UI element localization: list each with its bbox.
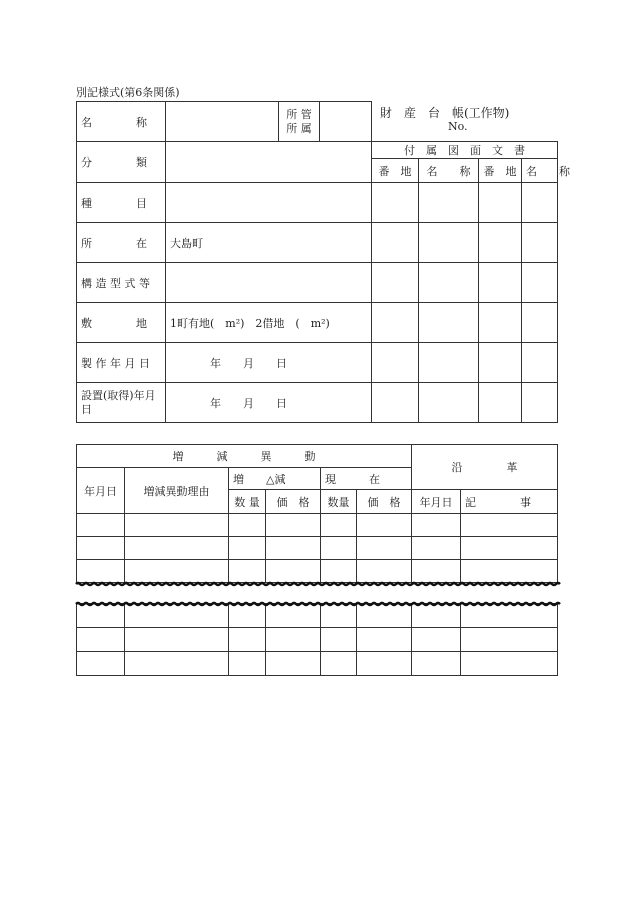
table-cell[interactable]	[461, 604, 558, 628]
structure-label: 構 造 型 式 等	[77, 263, 166, 303]
table-cell[interactable]	[461, 560, 558, 583]
col-price-1: 価 格	[266, 490, 321, 514]
table-cell[interactable]	[77, 514, 125, 537]
table-cell[interactable]	[357, 628, 412, 652]
category-value[interactable]	[166, 142, 372, 183]
table-cell[interactable]	[321, 628, 357, 652]
table-cell[interactable]	[229, 560, 266, 583]
attachments-header: 付 属 図 面 文 書	[372, 142, 558, 159]
attach-cell[interactable]	[419, 183, 479, 223]
table-cell[interactable]	[125, 537, 229, 560]
table-cell[interactable]	[229, 604, 266, 628]
attach-cell[interactable]	[522, 183, 558, 223]
attach-cell[interactable]	[479, 223, 522, 263]
attach-cell[interactable]	[479, 383, 522, 423]
table-cell[interactable]	[412, 652, 461, 676]
table-cell[interactable]	[125, 604, 229, 628]
table-cell[interactable]	[357, 652, 412, 676]
table-cell[interactable]	[461, 652, 558, 676]
table-cell[interactable]	[357, 537, 412, 560]
table-cell[interactable]	[461, 628, 558, 652]
attach-cell[interactable]	[419, 263, 479, 303]
table-cell[interactable]	[357, 560, 412, 583]
attach-cell[interactable]	[419, 383, 479, 423]
attach-cell[interactable]	[372, 343, 419, 383]
attach-cell[interactable]	[479, 343, 522, 383]
change-header: 増 減 異 動	[77, 445, 412, 468]
attach-cell[interactable]	[419, 223, 479, 263]
table-cell[interactable]	[125, 628, 229, 652]
table-cell[interactable]	[125, 652, 229, 676]
table-cell[interactable]	[266, 514, 321, 537]
attach-cell[interactable]	[479, 263, 522, 303]
attach-cell[interactable]	[479, 183, 522, 223]
office-value[interactable]	[320, 102, 372, 142]
name-value[interactable]	[166, 102, 279, 142]
table-cell[interactable]	[461, 537, 558, 560]
type-label: 種 目	[77, 183, 166, 223]
ledger-title: 財 産 台 帳(工作物)	[380, 105, 510, 120]
sub-increase: 増 △減	[229, 468, 321, 490]
table-cell[interactable]	[321, 514, 357, 537]
table-cell[interactable]	[266, 604, 321, 628]
table-cell[interactable]	[77, 628, 125, 652]
type-value[interactable]	[166, 183, 372, 223]
attach-cell[interactable]	[479, 303, 522, 343]
col-quantity-2: 数量	[321, 490, 357, 514]
table-cell[interactable]	[321, 604, 357, 628]
table-cell[interactable]	[229, 628, 266, 652]
col-quantity-1: 数 量	[229, 490, 266, 514]
structure-value[interactable]	[166, 263, 372, 303]
table-cell[interactable]	[266, 560, 321, 583]
table-cell[interactable]	[266, 537, 321, 560]
category-label: 分 類	[77, 142, 166, 183]
ledger-number-label: No.	[448, 119, 468, 133]
table-cell[interactable]	[266, 652, 321, 676]
table-cell[interactable]	[229, 514, 266, 537]
table-cell[interactable]	[321, 560, 357, 583]
attach-col-name-2: 名 称	[522, 159, 558, 183]
table-cell[interactable]	[321, 652, 357, 676]
location-value[interactable]: 大島町	[166, 223, 372, 263]
attach-cell[interactable]	[372, 383, 419, 423]
table-cell[interactable]	[461, 514, 558, 537]
location-label: 所 在	[77, 223, 166, 263]
attach-cell[interactable]	[372, 183, 419, 223]
ledger-title-cell	[372, 102, 558, 142]
sub-current: 現 在	[321, 468, 412, 490]
attach-cell[interactable]	[372, 263, 419, 303]
attach-cell[interactable]	[522, 383, 558, 423]
name-label: 名 称	[77, 102, 166, 142]
attach-cell[interactable]	[419, 343, 479, 383]
attach-col-name-1: 名 称	[419, 159, 479, 183]
history-header: 沿 革	[412, 445, 558, 490]
table-cell[interactable]	[357, 604, 412, 628]
table-cell[interactable]	[412, 628, 461, 652]
break-line-bottom	[76, 602, 560, 606]
table-cell[interactable]	[125, 560, 229, 583]
table-cell[interactable]	[412, 537, 461, 560]
office-label: 所 管 所 属	[279, 102, 320, 142]
col-date: 年月日	[77, 468, 125, 514]
break-line-top	[76, 582, 560, 586]
attach-cell[interactable]	[522, 263, 558, 303]
table-cell[interactable]	[125, 514, 229, 537]
table-cell[interactable]	[229, 537, 266, 560]
changes-table	[76, 444, 558, 676]
attach-cell[interactable]	[372, 223, 419, 263]
col-history-date: 年月日	[412, 490, 461, 514]
attach-cell[interactable]	[522, 343, 558, 383]
attach-col-number-2: 番 地	[479, 159, 522, 183]
table-cell[interactable]	[412, 514, 461, 537]
manufacture-label: 製 作 年 月 日	[77, 343, 166, 383]
table-cell[interactable]	[266, 628, 321, 652]
table-cell[interactable]	[412, 560, 461, 583]
attach-cell[interactable]	[522, 223, 558, 263]
attach-cell[interactable]	[419, 303, 479, 343]
table-cell[interactable]	[77, 652, 125, 676]
acquisition-label: 設置(取得)年月日	[77, 383, 166, 423]
table-cell[interactable]	[77, 604, 125, 628]
attach-cell[interactable]	[522, 303, 558, 343]
attach-col-number-1: 番 地	[372, 159, 419, 183]
attach-cell[interactable]	[372, 303, 419, 343]
acquisition-value[interactable]: 年 月 日	[166, 383, 372, 423]
col-reason: 増減異動理由	[125, 468, 229, 514]
site-value[interactable]: 1町有地( m²) 2借地 ( m²)	[166, 303, 372, 343]
site-label: 敷 地	[77, 303, 166, 343]
manufacture-value[interactable]: 年 月 日	[166, 343, 372, 383]
form-caption: 別記様式(第6条関係)	[76, 86, 180, 99]
table-cell[interactable]	[357, 514, 412, 537]
col-price-2: 価 格	[357, 490, 412, 514]
col-history-note: 記 事	[461, 490, 558, 514]
table-cell[interactable]	[77, 537, 125, 560]
table-cell[interactable]	[321, 537, 357, 560]
table-cell[interactable]	[412, 604, 461, 628]
table-cell[interactable]	[77, 560, 125, 583]
table-cell[interactable]	[229, 652, 266, 676]
ledger-table	[76, 101, 570, 423]
